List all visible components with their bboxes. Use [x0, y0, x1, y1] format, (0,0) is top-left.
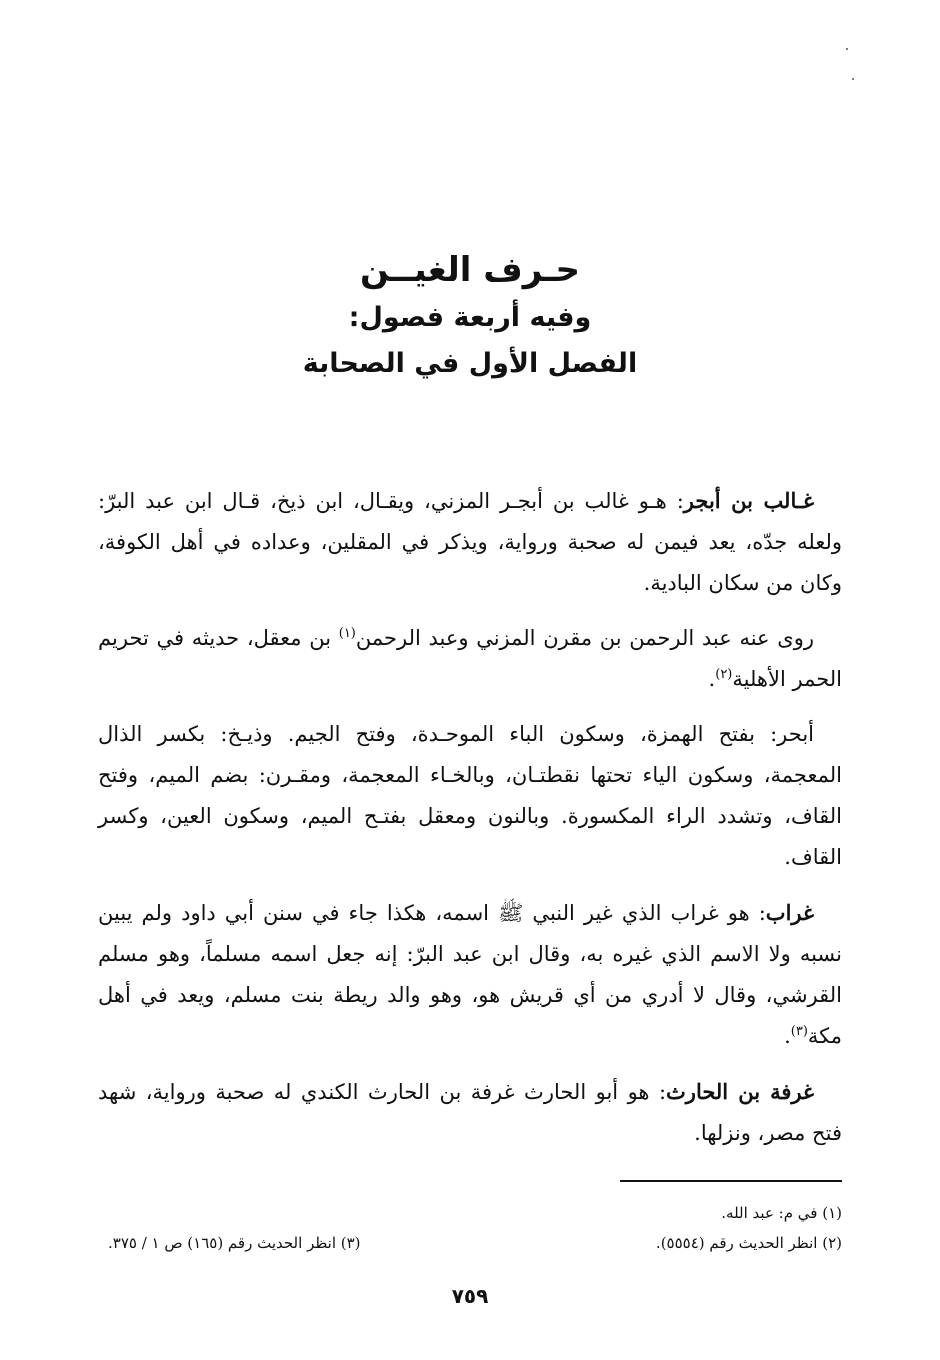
paragraph-narration: [98, 618, 842, 700]
footnote-2: (٢) انظر الحديث رقم (٥٥٥٤).: [655, 1234, 842, 1252]
footnote-ref-3[interactable]: (٣): [790, 1024, 808, 1039]
narration-text-middle: بن معقل، حديثه في تحريم الحمر الأهلية: [98, 626, 842, 691]
page-number: ٧٥٩: [451, 1284, 489, 1308]
paragraph-vocalization: [98, 714, 842, 878]
entry-separator: :: [666, 489, 684, 513]
sections-intro: وفيه أربعة فصول:: [348, 302, 592, 333]
entry-text: هـو غالب بن أبجـر المزني، ويقـال، ابن ذيخ، قـال ابن عبد البرّ: ولعله جدّه، يعد فيمن له صحبة ورواية، ويذكر في المقلين، وعداده في أهل الكوفة، وكان من سكان البادية.: [98, 489, 842, 595]
entry-term: غراب: [765, 900, 814, 925]
footnote-divider: [620, 1180, 842, 1182]
entry-separator: :: [649, 1080, 667, 1104]
chapter-heading: [0, 245, 940, 387]
narration-text-start: روى عنه عبد الرحمن بن مقرن المزني وعبد الرحمن: [355, 626, 814, 650]
entry-ghurab: [98, 892, 842, 1057]
footnote-ref-1[interactable]: (١): [338, 626, 356, 641]
entry-ghalib: [98, 480, 842, 604]
section-title: الفصل الأول في الصحابة: [302, 348, 638, 379]
chapter-title: حـرف الغيــن: [360, 250, 580, 290]
scan-speck: [846, 48, 848, 50]
entry-text: هو غراب الذي غير النبي ﷺ اسمه، هكذا جاء في سنن أبي داود ولم يبين نسبه ولا الاسم الذي غيره به، وقال ابن عبد البرّ: إنه جعل اسمه مسلماً، وهو مسلم القرشي، وقال لا أدري من أي قريش هو، وهو والد ريطة بنت مسلم، ويعد في أهل مكة: [98, 901, 842, 1048]
entry-term: غـالب بن أبجر: [683, 488, 814, 513]
footnote-row: [98, 1198, 842, 1228]
footnote-1: (١) في م: عبد الله.: [721, 1204, 842, 1222]
vocalization-text: أبحر: بفتح الهمزة، وسكون الباء الموحـدة، وفتح الجيم. وذيـخ: بكسر الذال المعجمة، وسكون الياء تحتها نقطتـان، وبالخـاء المعجمة، ومقـرن: بضم الميم، وفتح القاف، وتشدد الراء المكسورة. وبالنون ومعقل بفتـح الميم، وسكون العين، وكسر القاف.: [98, 722, 842, 869]
footnote-row: [98, 1228, 842, 1258]
entry-text-end: .: [784, 1024, 791, 1048]
entry-separator: :: [749, 901, 766, 925]
scan-speck: [852, 78, 854, 80]
entry-ghurfa: [98, 1071, 842, 1154]
narration-text-end: .: [708, 667, 716, 691]
entry-text: هو أبو الحارث غرفة بن الحارث الكندي له صحبة ورواية، شهد فتح مصر، ونزلها.: [98, 1080, 842, 1145]
footnote-ref-2[interactable]: (٢): [715, 667, 733, 682]
footnote-3: (٣) انظر الحديث رقم (١٦٥) ص ١ / ٣٧٥.: [108, 1234, 361, 1252]
entry-term: غرفة بن الحارث: [666, 1079, 814, 1104]
footnotes: [98, 1198, 842, 1258]
main-text: [98, 480, 842, 1168]
